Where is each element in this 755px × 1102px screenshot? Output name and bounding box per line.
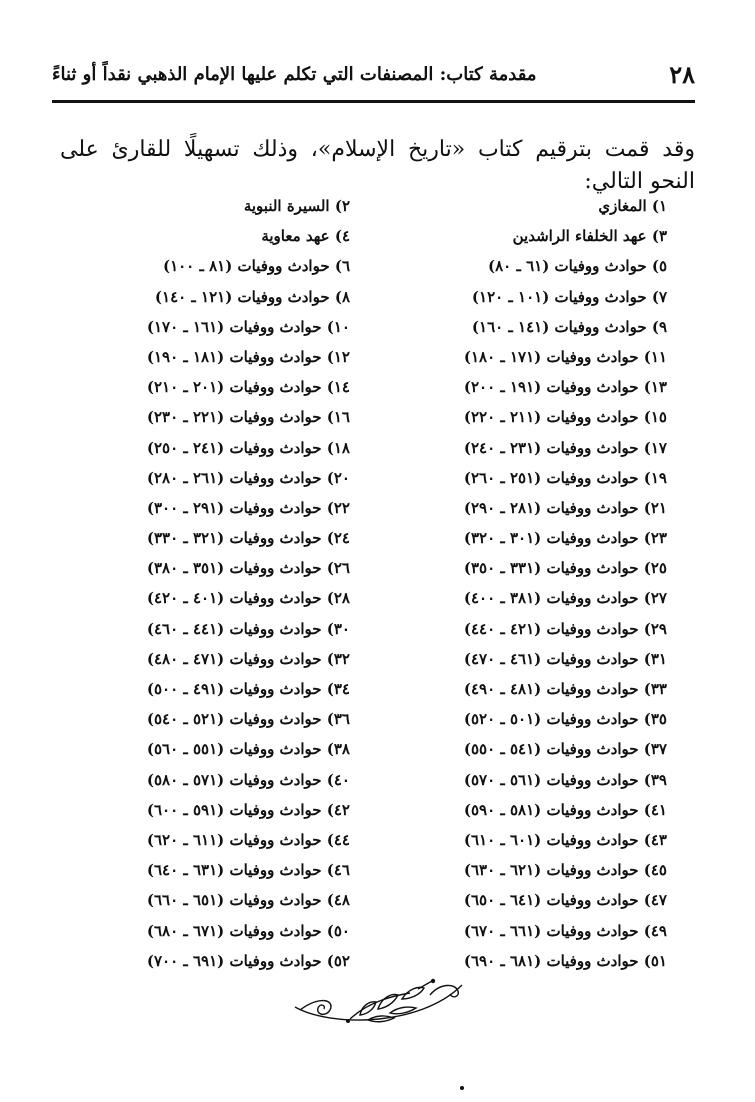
volume-entry-item: ٣٩) حوادث ووفيات (٥٦١ ـ ٥٧٠) — [463, 770, 667, 789]
page-dot — [460, 1086, 464, 1090]
volume-entry-item: ٩) حوادث ووفيات (١٤١ ـ ١٦٠) — [471, 317, 667, 336]
volume-entry-item: ١٤) حوادث ووفيات (٢٠١ ـ ٢١٠) — [146, 378, 350, 397]
volume-entry-item: ١١) حوادث ووفيات (١٧١ ـ ١٨٠) — [463, 347, 667, 366]
volume-entry-item: ١٧) حوادث ووفيات (٢٣١ ـ ٢٤٠) — [463, 438, 667, 457]
volume-entry-item: ٢٨) حوادث ووفيات (٤٠١ ـ ٤٢٠) — [146, 589, 350, 608]
volume-entry-item: ٤٨) حوادث ووفيات (٦٥١ ـ ٦٦٠) — [146, 891, 350, 910]
volume-entry-item: ٤٦) حوادث ووفيات (٦٣١ ـ ٦٤٠) — [146, 861, 350, 880]
volume-entry-item: ٢٠) حوادث ووفيات (٢٦١ ـ ٢٨٠) — [146, 468, 350, 487]
page-header — [52, 60, 695, 103]
volume-entry-item: ٢٩) حوادث ووفيات (٤٢١ ـ ٤٤٠) — [463, 619, 667, 638]
volume-entry-item: ٢١) حوادث ووفيات (٢٨١ ـ ٢٩٠) — [463, 498, 667, 517]
volume-entry-item: ٢٢) حوادث ووفيات (٢٩١ ـ ٣٠٠) — [146, 498, 350, 517]
volume-entry-item: ٤) عهد معاوية — [261, 227, 350, 246]
volume-entry-item: ٥٠) حوادث ووفيات (٦٧١ ـ ٦٨٠) — [146, 921, 350, 940]
volume-entry-item: ٣٥) حوادث ووفيات (٥٠١ ـ ٥٢٠) — [463, 710, 667, 729]
volume-entry-item: ١٠) حوادث ووفيات (١٦١ ـ ١٧٠) — [146, 317, 350, 336]
volume-list-left — [147, 191, 350, 976]
volume-entry-item: ٤٥) حوادث ووفيات (٦٢١ ـ ٦٣٠) — [463, 861, 667, 880]
volume-entry-item: ٣٧) حوادث ووفيات (٥٤١ ـ ٥٥٠) — [463, 740, 667, 759]
volume-entry-item: ٣٨) حوادث ووفيات (٥٥١ ـ ٥٦٠) — [146, 740, 350, 759]
volume-entry-item: ٧) حوادث ووفيات (١٠١ ـ ١٢٠) — [471, 287, 667, 306]
volume-entry-item: ٤١) حوادث ووفيات (٥٨١ ـ ٥٩٠) — [463, 800, 667, 819]
volume-entry-item: ٦) حوادث ووفيات (٨١ ـ ١٠٠) — [162, 257, 350, 276]
volume-entry-item: ٤٧) حوادث ووفيات (٦٤١ ـ ٦٥٠) — [463, 891, 667, 910]
volume-entry-item: ٥) حوادث ووفيات (٦١ ـ ٨٠) — [488, 257, 667, 276]
volume-entry-item: ١) المغازي — [598, 197, 667, 215]
volume-entry-item: ٤٢) حوادث ووفيات (٥٩١ ـ ٦٠٠) — [146, 800, 350, 819]
volume-entry-item: ١٢) حوادث ووفيات (١٨١ ـ ١٩٠) — [146, 347, 350, 366]
volume-entry-item: ٨) حوادث ووفيات (١٢١ ـ ١٤٠) — [154, 287, 350, 306]
running-title: مقدمة كتاب: المصنفات التي تكلم عليها الإمام الذهبي نقداً أو ثناءً — [52, 64, 537, 85]
volume-entry-item: ٣٣) حوادث ووفيات (٤٨١ ـ ٤٩٠) — [463, 680, 667, 698]
volume-entry-item: ٢٦) حوادث ووفيات (٣٥١ ـ ٣٨٠) — [146, 559, 350, 578]
volume-entry-item: ٤٣) حوادث ووفيات (٦٠١ ـ ٦١٠) — [463, 830, 667, 849]
floral-divider-icon — [290, 975, 470, 1035]
volume-entry-item: ١٦) حوادث ووفيات (٢٢١ ـ ٢٣٠) — [146, 408, 350, 427]
volume-entry-item: ٣٢) حوادث ووفيات (٤٧١ ـ ٤٨٠) — [146, 649, 350, 668]
volume-entry-item: ١٩) حوادث ووفيات (٢٥١ ـ ٢٦٠) — [463, 468, 667, 487]
volume-entry-item: ٣١) حوادث ووفيات (٤٦١ ـ ٤٧٠) — [463, 649, 667, 668]
volume-list-right — [464, 191, 667, 976]
intro-paragraph: وقد قمت بترقيم كتاب «تاريخ الإسلام»، وذلك تسهيلًا للقارئ على النحو التالي: — [60, 137, 695, 194]
volume-entry-item: ٣٠) حوادث ووفيات (٤٤١ ـ ٤٦٠) — [146, 619, 350, 638]
volume-entry-item: ٢٥) حوادث ووفيات (٣٣١ ـ ٣٥٠) — [463, 559, 667, 578]
volume-entry-item: ٥٢) حوادث ووفيات (٦٩١ ـ ٧٠٠) — [146, 951, 350, 970]
volume-entry-item: ١٨) حوادث ووفيات (٢٤١ ـ ٢٥٠) — [146, 438, 350, 457]
volume-entry-item: ٤٤) حوادث ووفيات (٦١١ ـ ٦٢٠) — [146, 830, 350, 849]
volume-entry-item: ٢٧) حوادث ووفيات (٣٨١ ـ ٤٠٠) — [463, 589, 667, 608]
volume-entry-item: ٣٦) حوادث ووفيات (٥٢١ ـ ٥٤٠) — [146, 710, 350, 729]
volume-entry-item: ٤٩) حوادث ووفيات (٦٦١ ـ ٦٧٠) — [463, 921, 667, 940]
volume-entry-item: ٢٤) حوادث ووفيات (٣٢١ ـ ٣٣٠) — [146, 529, 350, 548]
volume-entry-item: ١٣) حوادث ووفيات (١٩١ ـ ٢٠٠) — [463, 378, 667, 397]
volume-entry-item: ٢٣) حوادث ووفيات (٣٠١ ـ ٣٢٠) — [463, 529, 667, 548]
volume-entry-item: ٢) السيرة النبوية — [243, 197, 350, 215]
page-number: ٢٨ — [669, 60, 695, 89]
volume-entry-item: ١٥) حوادث ووفيات (٢١١ ـ ٢٢٠) — [463, 408, 667, 427]
volume-entry-item: ٣٤) حوادث ووفيات (٤٩١ ـ ٥٠٠) — [146, 680, 350, 698]
volume-entry-item: ٤٠) حوادث ووفيات (٥٧١ ـ ٥٨٠) — [146, 770, 350, 789]
volume-entry-item: ٥١) حوادث ووفيات (٦٨١ ـ ٦٩٠) — [463, 951, 667, 970]
volume-entry-item: ٣) عهد الخلفاء الراشدين — [512, 227, 667, 246]
